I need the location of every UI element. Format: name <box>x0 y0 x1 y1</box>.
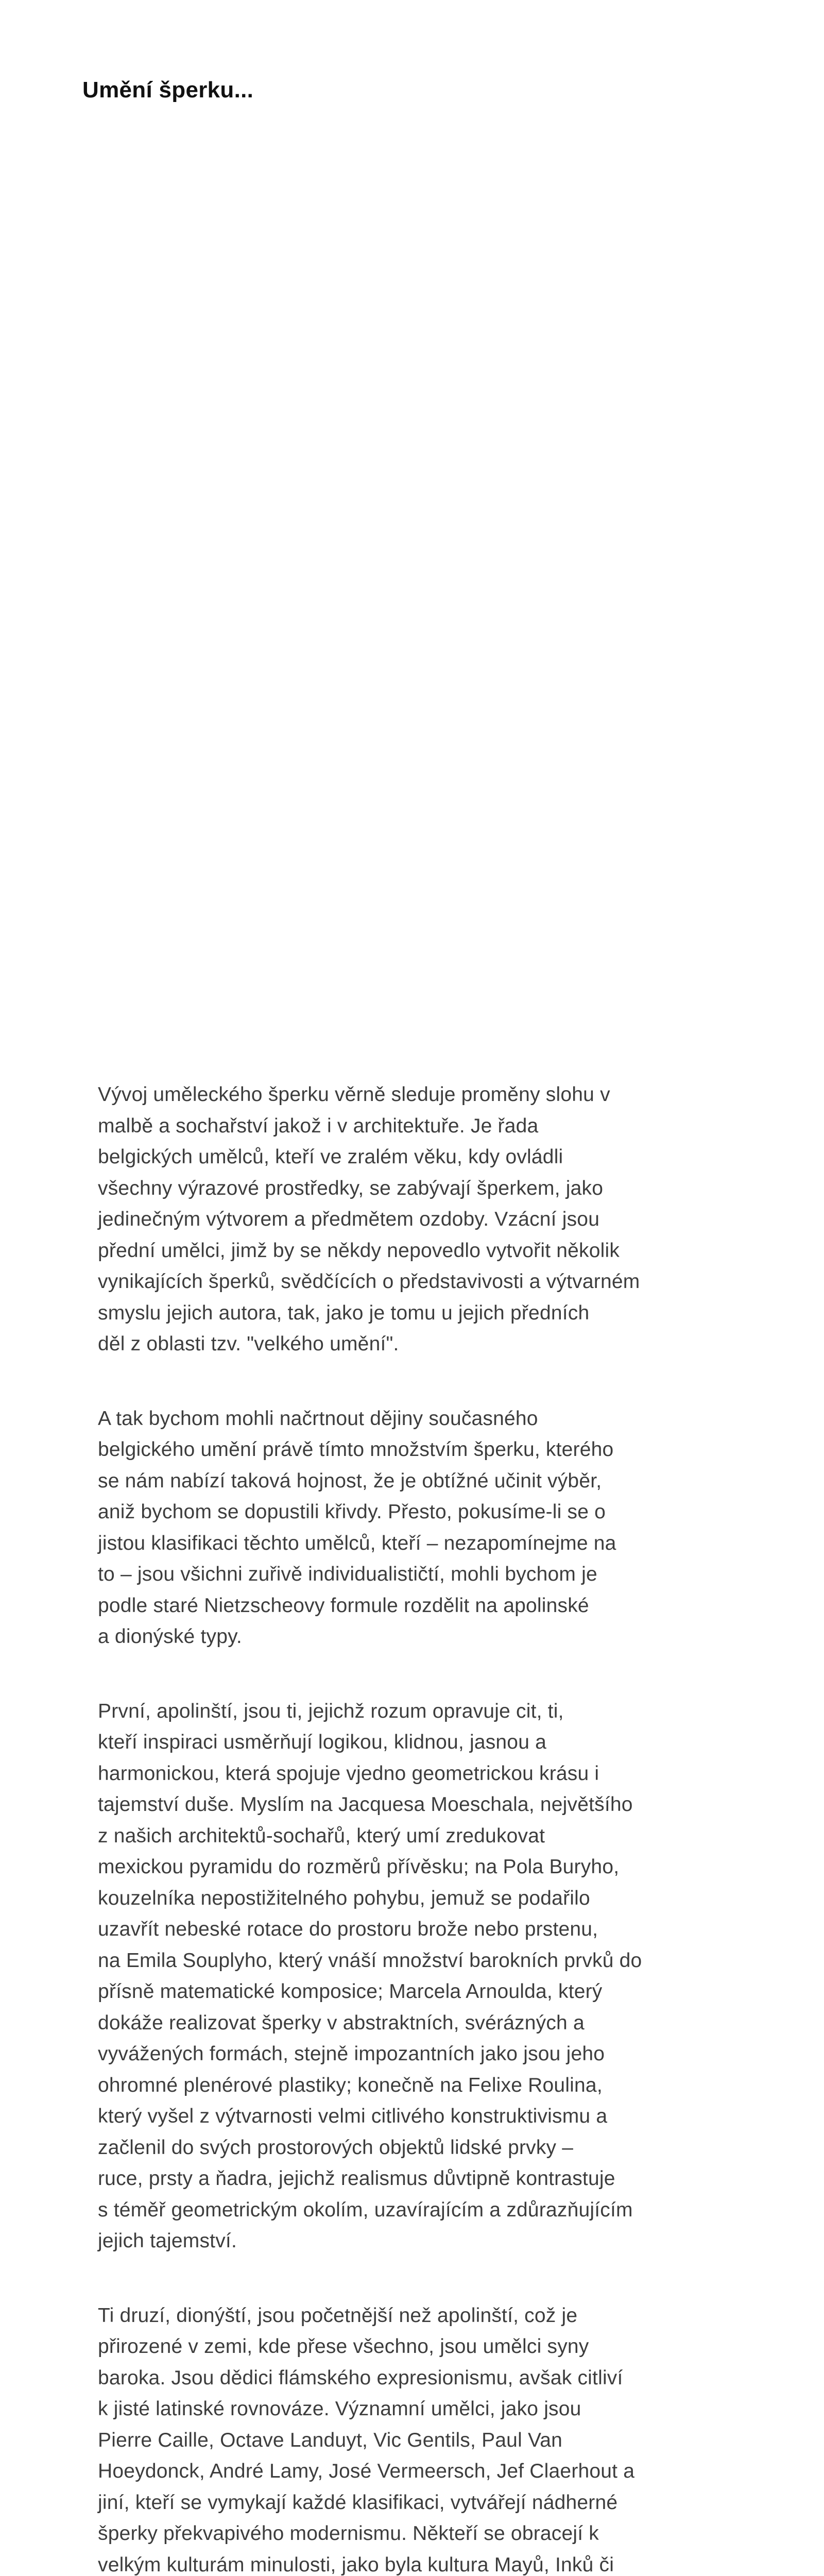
text-line: na Emila Souplyho, který vnáší množství barokních prvků do <box>98 1949 642 1972</box>
text-line: První, apolinští, jsou ti, jejichž rozum opravuje cit, ti, <box>98 1700 564 1722</box>
text-line: A tak bychom mohli načrtnout dějiny současného <box>98 1407 538 1430</box>
text-line: začlenil do svých prostorových objektů lidské prvky – <box>98 2136 574 2159</box>
text-line: jistou klasifikaci těchto umělců, kteří – nezapomínejme na <box>98 1532 616 1554</box>
text-line: přirozené v zemi, kde přese všechno, jsou umělci syny <box>98 2335 589 2358</box>
text-line: baroka. Jsou dědici flámského expresionismu, avšak citliví <box>98 2366 623 2389</box>
text-line: Hoeydonck, André Lamy, José Vermeersch, Jef Claerhout a <box>98 2460 635 2482</box>
text-line: Pierre Caille, Octave Landuyt, Vic Gentils, Paul Van <box>98 2429 563 2451</box>
text-line: kteří inspiraci usměrňují logikou, klidnou, jasnou a <box>98 1731 547 1753</box>
text-line: jiní, kteří se vymykají každé klasifikaci, vytvářejí nádherné <box>98 2491 618 2514</box>
text-line: přísně matematické komposice; Marcela Arnoulda, který <box>98 1980 603 2003</box>
text-line: přední umělci, jimž by se někdy nepovedlo vytvořit několik <box>98 1239 620 1262</box>
text-line: šperky překvapivého modernismu. Někteří se obracejí k <box>98 2522 599 2545</box>
text-line: harmonickou, která spojuje vjedno geometrickou krásu i <box>98 1762 599 1785</box>
text-line: smyslu jejich autora, tak, jako je tomu u jejich předních <box>98 1301 590 1324</box>
text-line: malbě a sochařství jakož i v architektuře. Je řada <box>98 1114 539 1137</box>
text-line: Vývoj uměleckého šperku věrně sleduje proměny slohu v <box>98 1083 610 1106</box>
text-line: Ti druzí, dionýští, jsou početnější než apolinští, což je <box>98 2304 578 2327</box>
text-line: ohromné plenérové plastiky; konečně na Felixe Roulina, <box>98 2074 603 2096</box>
text-line: ruce, prsty a ňadra, jejichž realismus důvtipně kontrastuje <box>98 2167 615 2190</box>
text-line: dokáže realizovat šperky v abstraktních, svérázných a <box>98 2011 585 2034</box>
text-line: z našich architektů-sochařů, který umí zredukovat <box>98 1824 545 1847</box>
text-line: tajemství duše. Myslím na Jacquesa Moeschala, největšího <box>98 1793 633 1816</box>
paragraph-4 <box>98 2300 803 2576</box>
text-line: s téměř geometrickým okolím, uzavírajícím a zdůrazňujícím <box>98 2198 633 2221</box>
text-line: jejich tajemství. <box>98 2230 237 2252</box>
text-line: jedinečným výtvorem a předmětem ozdoby. Vzácní jsou <box>98 1208 600 1230</box>
text-line: k jisté latinské rovnováze. Významní umělci, jako jsou <box>98 2398 581 2420</box>
text-line: všechny výrazové prostředky, se zabývají šperkem, jako <box>98 1177 604 1199</box>
paragraph-1 <box>98 1079 803 1360</box>
text-line: velkým kulturám minulosti, jako byla kultura Mayů, Inků či <box>98 2553 614 2576</box>
text-line: podle staré Nietzscheovy formule rozdělit na apolinské <box>98 1594 589 1617</box>
paragraph-3 <box>98 1696 803 2257</box>
text-line: aniž bychom se dopustili křivdy. Přesto, pokusíme-li se o <box>98 1501 606 1523</box>
text-line: belgického umění právě tímto množstvím šperku, kterého <box>98 1438 614 1461</box>
text-line: který vyšel z výtvarnosti velmi citlivého konstruktivismu a <box>98 2105 608 2127</box>
text-line: to – jsou všichni zuřivě individualističtí, mohli bychom je <box>98 1563 597 1585</box>
body-text <box>98 1079 803 2576</box>
page-heading: Umění šperku... <box>82 77 254 103</box>
text-line: vynikajících šperků, svědčících o představivosti a výtvarném <box>98 1270 640 1293</box>
text-line: kouzelníka nepostižitelného pohybu, jemuž se podařilo <box>98 1887 590 1909</box>
text-line: mexickou pyramidu do rozměrů přívěsku; na Pola Buryho, <box>98 1856 620 1878</box>
text-line: uzavřít nebeské rotace do prostoru brože nebo prstenu, <box>98 1918 598 1940</box>
text-line: se nám nabízí taková hojnost, že je obtížné učinit výběr, <box>98 1469 602 1492</box>
text-line: děl z oblasti tzv. "velkého umění". <box>98 1333 399 1355</box>
text-line: vyvážených formách, stejně impozantních jako jsou jeho <box>98 2043 605 2065</box>
text-line: a dionýské typy. <box>98 1625 242 1648</box>
text-line: belgických umělců, kteří ve zralém věku, kdy ovládli <box>98 1146 563 1168</box>
paragraph-2 <box>98 1403 803 1653</box>
